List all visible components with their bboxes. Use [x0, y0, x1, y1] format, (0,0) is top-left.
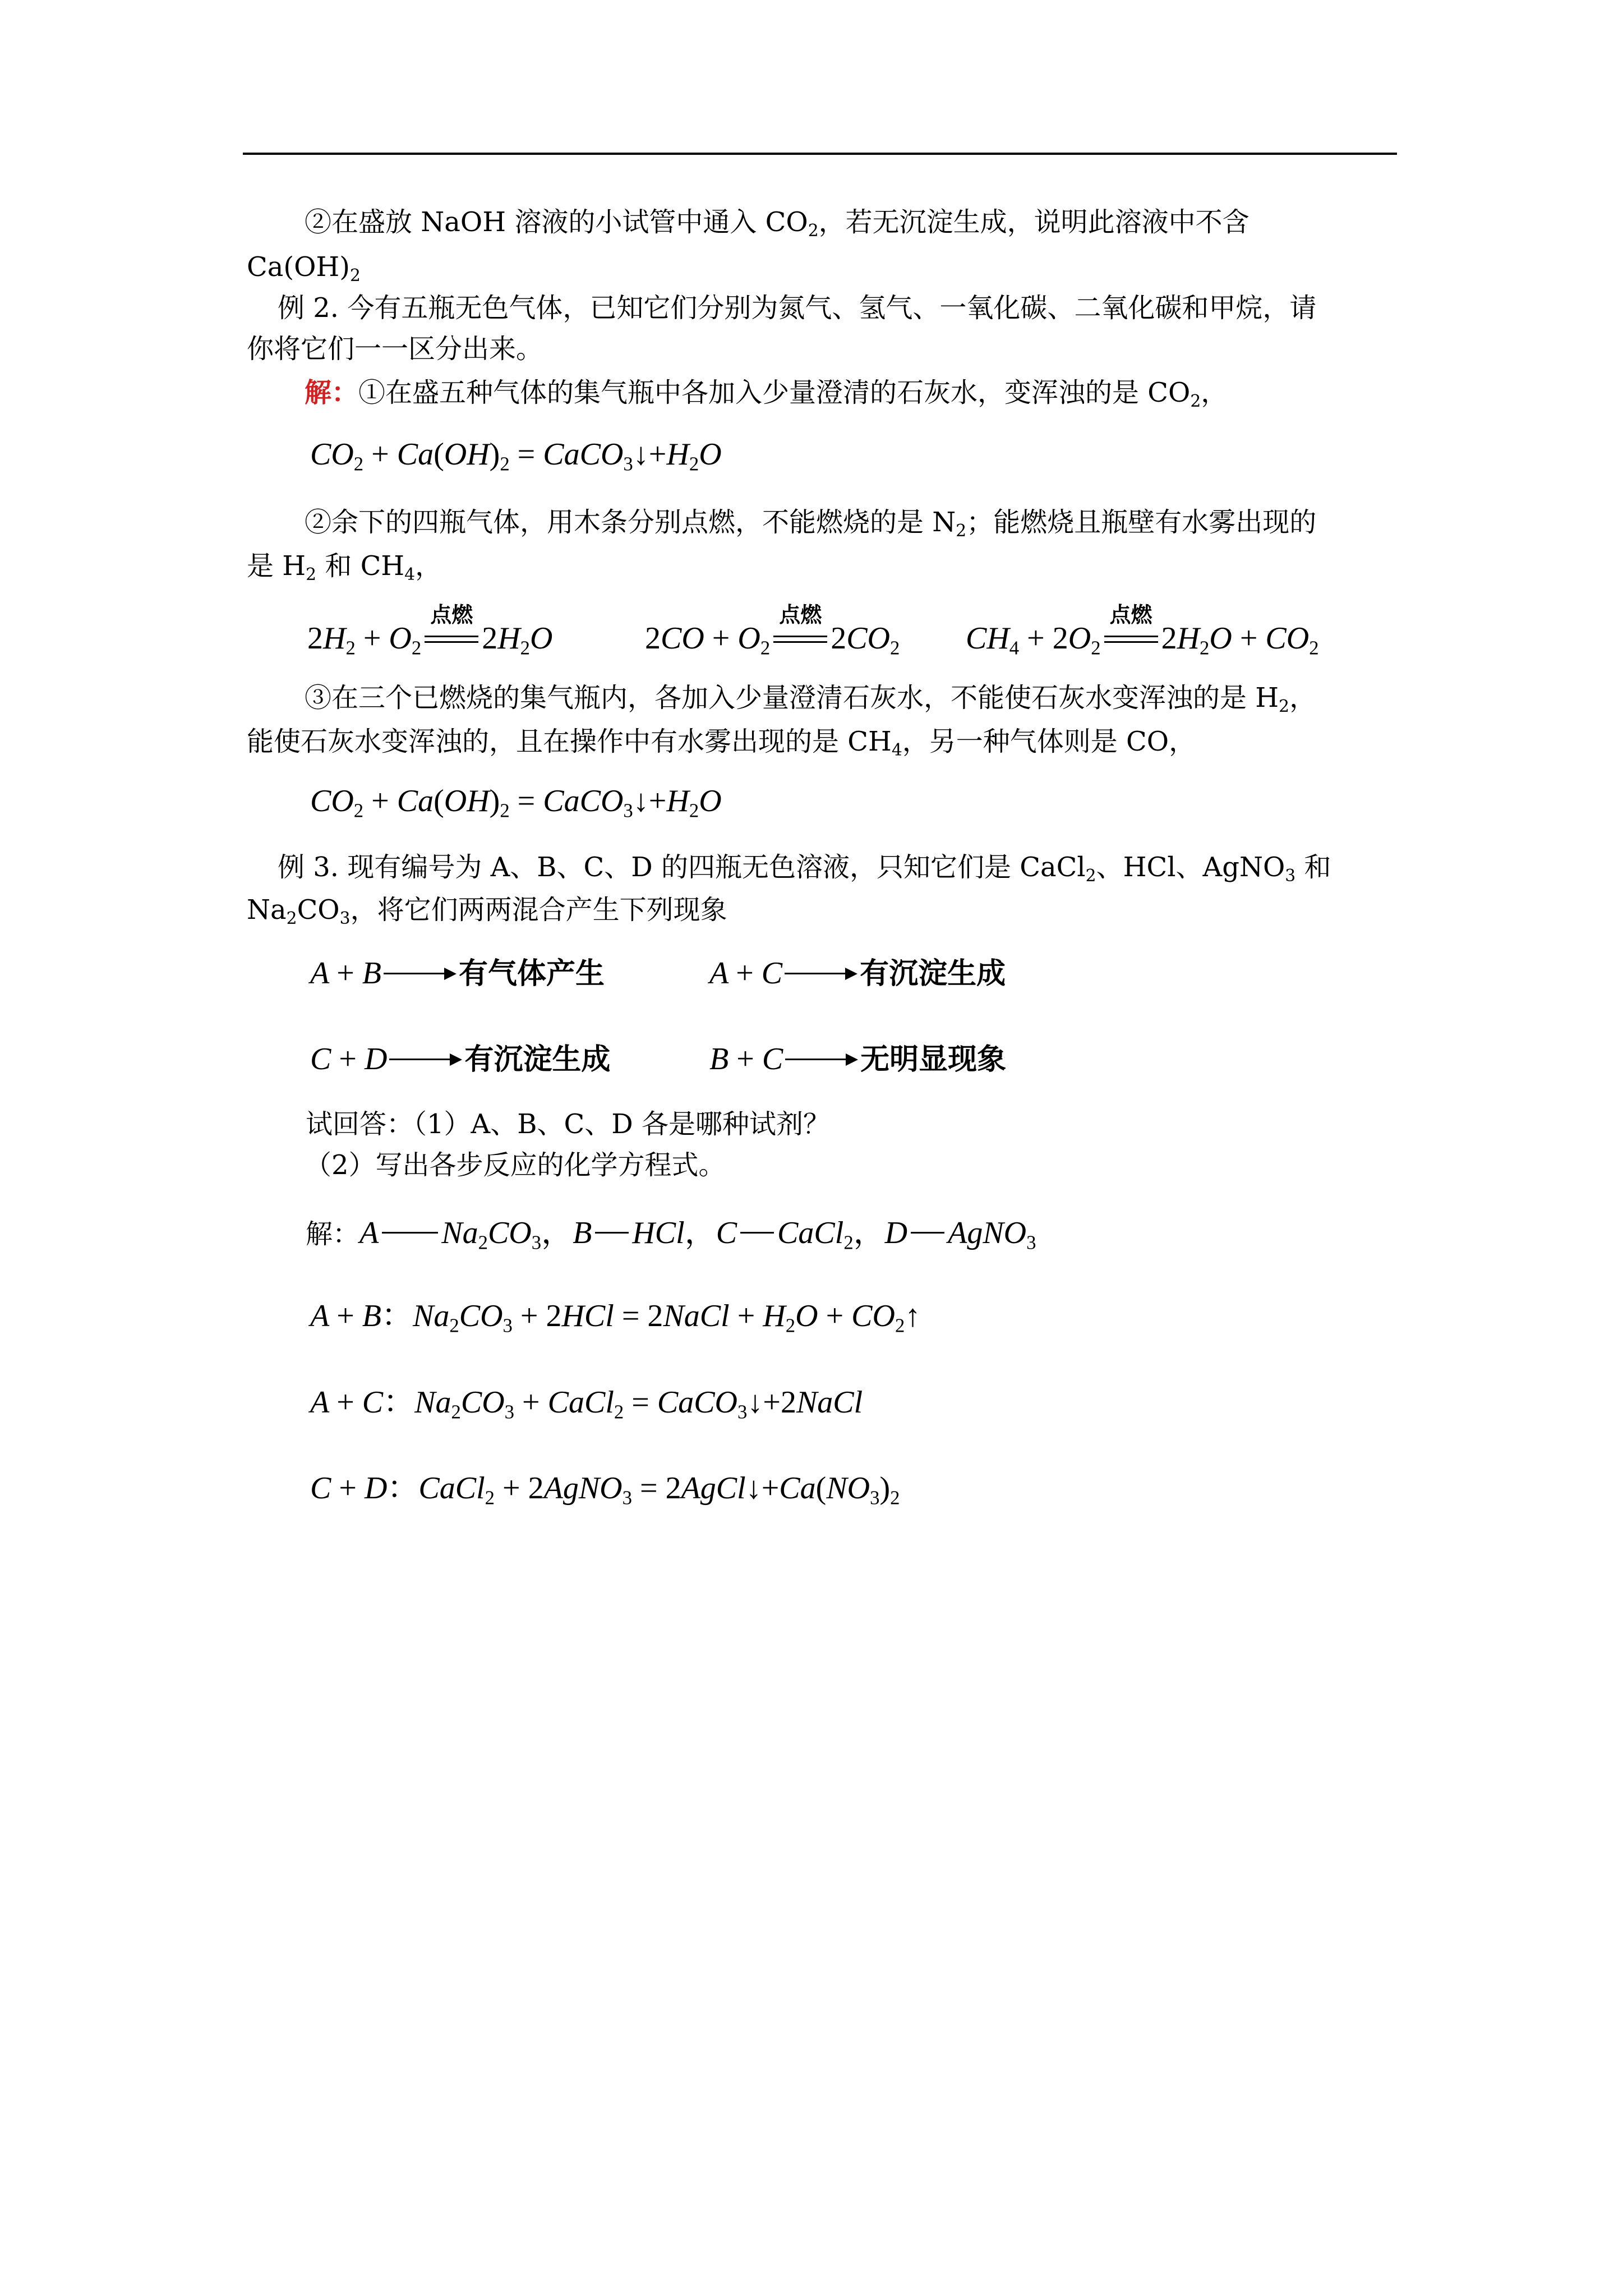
example-2-solution-1: [305, 379, 1228, 410]
subscript: 2: [306, 564, 317, 585]
reaction-b-plus-c: B + C 无明显现象: [709, 1042, 1007, 1076]
equation-co2-limewater-1: $CO_2 + Ca(OH)_2$ = $CaCO_3↓+H_2O$: [310, 437, 722, 475]
text: ，另一种气体则是 CO，: [902, 726, 1196, 757]
equation-co-combustion: $2CO + O_2$ 点燃 $2CO_2$: [645, 602, 900, 659]
answer-label: 解：: [306, 1220, 360, 1249]
condition-label: 点燃: [430, 602, 473, 628]
text: ，将它们两两混合产生下列现象: [350, 894, 727, 926]
paragraph-no-precipitate: [305, 206, 1249, 241]
reaction-a-plus-b: A + B 有气体产生: [310, 956, 605, 991]
reaction-c-plus-d: C + D 有沉淀生成: [310, 1042, 611, 1076]
example-2-solution-2a: [305, 509, 1316, 540]
arrow-icon: [785, 1053, 858, 1065]
text: ③在三个已燃烧的集气瓶内，各加入少量澄清石灰水，不能使石灰水变浑浊的是 H: [305, 682, 1279, 714]
condition-label: 点燃: [779, 602, 822, 628]
example-2-solution-3a: [305, 684, 1316, 715]
question-2: （2）写出各步反应的化学方程式。: [305, 1149, 726, 1181]
subscript: 3: [339, 908, 351, 928]
equation-a-plus-b: A + B：$Na_2CO_3 + 2HCl$ = 2NaCl + $H_2O$ + $CO_2↑$: [310, 1299, 921, 1337]
subscript: 2: [808, 220, 819, 241]
reaction-condition: [1104, 602, 1158, 645]
observation: 有气体产生: [459, 957, 605, 991]
text: Na: [247, 894, 287, 926]
equation-c-plus-d: C + D：CaCl$_2$ + 2AgNO$_3$ = $2AgCl↓+Ca(NO_3)_2$: [310, 1471, 900, 1509]
example-3-line-1: [278, 854, 1331, 885]
equation-ch4-combustion: $CH_4 + 2O_2$ 点燃 $2H_2O + CO_2$: [966, 602, 1319, 659]
reaction-condition: [425, 602, 478, 645]
reaction-condition: [773, 602, 827, 645]
text: ；能燃烧且瓶壁有水雾出现的: [966, 507, 1317, 538]
text: 是 H: [247, 550, 306, 582]
subscript: 2: [286, 908, 297, 928]
reaction-a-plus-c: A + C 有沉淀生成: [709, 956, 1006, 991]
observation: 无明显现象: [860, 1043, 1007, 1076]
subscript: 2: [1085, 866, 1096, 886]
subscript: 2: [1190, 391, 1201, 411]
subscript: 2: [956, 521, 967, 541]
answer-identification: 解：A $Na_2CO_3$，B HCl，C CaCl$_2$，D AgNO$_3$: [306, 1216, 1036, 1254]
equation-co2-limewater-2: $CO_2 + Ca(OH)_2$ = $CaCO_3↓+H_2O$: [310, 784, 722, 822]
subscript: 4: [891, 740, 902, 760]
text: ①在盛五种气体的集气瓶中各加入少量澄清的石灰水，变浑浊的是 CO: [358, 377, 1191, 408]
text: ②余下的四瓶气体，用木条分别点燃，不能燃烧的是 N: [305, 507, 956, 538]
header-rule: [243, 153, 1397, 155]
equation-h2-combustion: $2H_2 + O_2$ 点燃 $2H_2O$: [307, 602, 553, 659]
condition-label: 点燃: [1109, 602, 1152, 628]
arrow-icon: [389, 1053, 462, 1065]
example-2-solution-3b: [247, 728, 1196, 759]
subscript: 2: [1279, 696, 1290, 716]
text: 例 3. 现有编号为 A、B、C、D 的四瓶无色溶液，只知它们是 CaCl: [278, 852, 1086, 883]
text: Ca(OH): [247, 251, 351, 283]
text: ，: [1201, 377, 1228, 408]
equation-a-plus-c: A + C：$Na_2CO_3$ + CaCl$_2$ = CaCO$_3$↓+2NaCl: [310, 1385, 863, 1423]
solution-label: 解：: [305, 377, 359, 408]
text: ②在盛放 NaOH 溶液的小试管中通入 CO: [305, 206, 808, 238]
text: ，: [1289, 682, 1317, 714]
observation: 有沉淀生成: [860, 957, 1006, 991]
arrow-icon: [384, 968, 457, 979]
example-3-line-2: [247, 896, 727, 927]
text: 和 CH: [316, 550, 405, 582]
text: ，若无沉淀生成，说明此溶液中不含: [818, 206, 1249, 238]
text: 和: [1295, 852, 1331, 883]
text: ，: [415, 550, 442, 582]
subscript: 4: [404, 564, 416, 585]
observation: 有沉淀生成: [464, 1043, 611, 1076]
example-2-line-1: 例 2. 今有五瓶无色气体，已知它们分别为氮气、氢气、一氧化碳、二氧化碳和甲烷，请: [278, 292, 1317, 324]
arrow-icon: [785, 968, 857, 979]
paragraph-caoh2: [247, 251, 361, 286]
example-2-line-2: 你将它们一一区分出来。: [247, 333, 543, 365]
subscript: 3: [1285, 866, 1296, 886]
text: 、HCl、AgNO: [1096, 852, 1285, 883]
text: 能使石灰水变浑浊的，且在操作中有水雾出现的是 CH: [247, 726, 892, 757]
example-2-solution-2b: [247, 550, 442, 585]
subscript: 2: [350, 265, 361, 286]
text: CO: [297, 894, 340, 926]
question-1: 试回答：（1）A、B、C、D 各是哪种试剂？: [306, 1108, 830, 1140]
